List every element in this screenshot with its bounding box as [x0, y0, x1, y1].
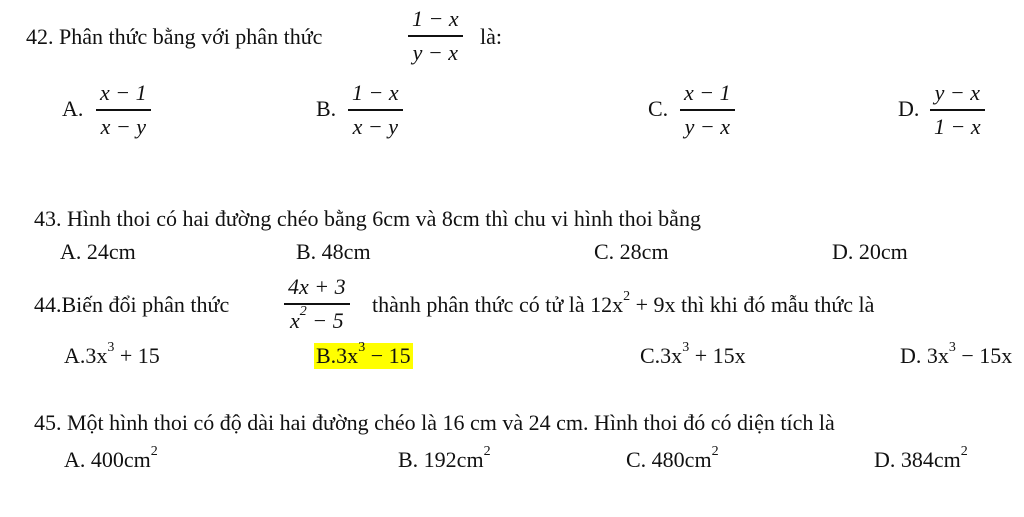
q43-stem: 43. Hình thoi có hai đường chéo bằng 6cm và 8cm thì chu vi hình thoi bằng: [34, 206, 701, 231]
q42-option-c-fraction: [680, 80, 735, 140]
q42-stem-suffix: là:: [480, 24, 502, 49]
q44-stem-numerator: 4x + 3: [288, 274, 346, 299]
q44-den-rest: − 5: [306, 307, 344, 333]
q42-option-b-numerator: 1 − x: [352, 80, 399, 105]
q44-option-c-exp: 3: [682, 340, 690, 355]
q45-option-c: [626, 444, 719, 472]
q42-option-c-numerator: x − 1: [684, 80, 731, 105]
q43-option-b: B. 48cm: [296, 239, 371, 264]
fraction-bar: [680, 109, 735, 111]
q42-option-d-numerator: y − x: [934, 80, 980, 105]
q45-option-b-exp: 2: [483, 444, 491, 459]
q45-option-a: [64, 444, 158, 472]
q42-option-a-numerator: x − 1: [100, 80, 147, 105]
q44-option-c: [640, 340, 746, 368]
q44-stem-mid: thành phân thức có tử là 12x: [372, 292, 624, 317]
q44-option-c-post: + 15x: [689, 343, 746, 368]
q44-option-b-pre: B.3x: [316, 343, 359, 368]
q42-stem-prefix: 42. Phân thức bằng với phân thức: [26, 24, 323, 49]
fraction-bar: [930, 109, 985, 111]
q42-stem-numerator: 1 − x: [412, 6, 459, 31]
fraction-bar: [96, 109, 151, 111]
q45-stem: 45. Một hình thoi có độ dài hai đường chéo là 16 cm và 24 cm. Hình thoi đó có diện tích là: [34, 410, 835, 435]
q44-den-base: x: [290, 307, 300, 333]
q44-stem-suffix: + 9x thì khi đó mẫu thức là: [630, 292, 875, 317]
q44-stem-prefix: 44.Biến đổi phân thức: [34, 292, 230, 317]
q45-option-c-exp: 2: [711, 444, 719, 459]
q45-option-b: [398, 444, 491, 472]
q42-option-d-label: D.: [898, 96, 920, 121]
q42-option-b-denominator: x − y: [352, 113, 398, 139]
fraction-bar: [348, 109, 403, 111]
q44-den-exponent: 2: [299, 303, 307, 319]
q45-option-a-pre: A. 400cm: [64, 447, 151, 472]
q45-option-a-exp: 2: [150, 444, 158, 459]
q45-option-b-pre: B. 192cm: [398, 447, 484, 472]
q42-option-b-label: B.: [316, 96, 337, 121]
q42-option-b-fraction: [348, 80, 403, 140]
q44-option-c-pre: C.3x: [640, 343, 683, 368]
q44-option-a-post: + 15: [114, 343, 160, 368]
q42-option-c-denominator: y − x: [684, 113, 730, 139]
q43-option-c: C. 28cm: [594, 239, 669, 264]
q44-option-d-exp: 3: [948, 340, 956, 355]
q42-option-a-denominator: x − y: [100, 113, 146, 139]
q44-option-a-pre: A.3x: [64, 343, 108, 368]
q45-option-c-pre: C. 480cm: [626, 447, 712, 472]
q44-option-b-post: − 15: [365, 343, 411, 368]
q44-option-b-highlighted: [314, 340, 413, 369]
q44-stem-mid-exponent: 2: [623, 289, 631, 304]
q42-option-a-fraction: [96, 80, 151, 140]
q42-option-d-denominator: 1 − x: [934, 113, 981, 139]
q44-option-b-exp: 3: [358, 340, 366, 355]
q42-option-c-label: C.: [648, 96, 669, 121]
q44-stem-fraction: [284, 274, 350, 334]
q44-option-a: [64, 340, 160, 368]
q44-stem-rest: [372, 289, 875, 317]
fraction-bar: [284, 303, 350, 305]
q44-option-d-post: − 15x: [955, 343, 1013, 368]
q45-option-d-exp: 2: [960, 444, 968, 459]
q43-option-a: A. 24cm: [60, 239, 136, 264]
q44-option-d: [900, 340, 1013, 368]
q45-option-d-pre: D. 384cm: [874, 447, 961, 472]
fraction-bar: [408, 35, 463, 37]
q44-option-a-exp: 3: [107, 340, 115, 355]
q45-option-d: [874, 444, 968, 472]
q42-option-d-fraction: [930, 80, 985, 140]
q42-stem-fraction: [408, 6, 463, 66]
q42-stem-denominator: y − x: [412, 39, 458, 65]
q44-stem-denominator: [284, 303, 350, 334]
q44-option-d-pre: D. 3x: [900, 343, 949, 368]
q43-option-d: D. 20cm: [832, 239, 908, 264]
q42-option-a-label: A.: [62, 96, 84, 121]
